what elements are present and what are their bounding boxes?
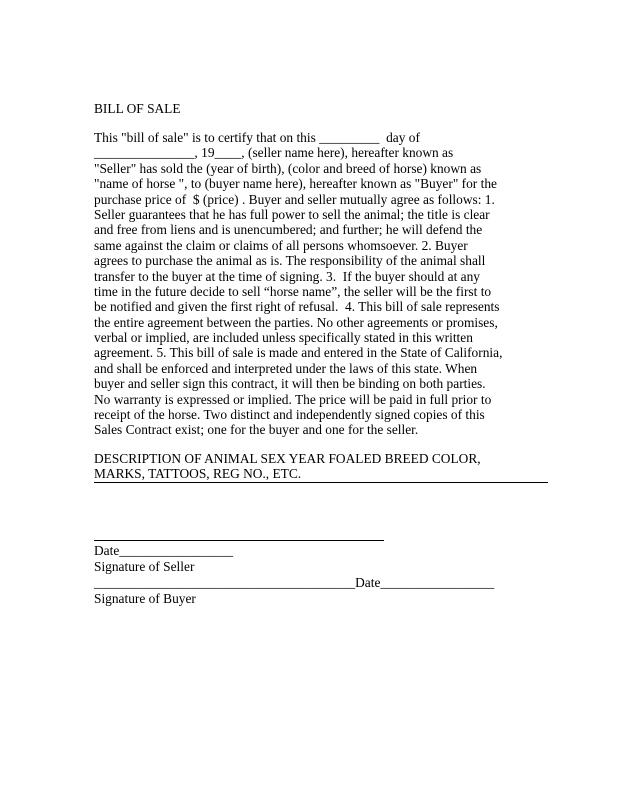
- body-line: and free from liens and is unencumbered; and further; he will defend the: [94, 222, 483, 238]
- body-line: Sales Contract exist; one for the buyer and one for the seller.: [94, 422, 419, 438]
- body-line: transfer to the buyer at the time of signing. 3. If the buyer should at any: [94, 268, 480, 284]
- body-line: _______________, 19____, (seller name here), hereafter known as: [94, 145, 454, 161]
- body-line: verbal or implied, are included unless specifically stated in this written: [94, 330, 473, 346]
- body-line: "Seller" has sold the (year of birth), (color and breed of horse) known as: [94, 160, 482, 176]
- body-line: agrees to purchase the animal as is. The responsibility of the animal shall: [94, 253, 486, 269]
- buyer-signature-label: Signature of Buyer: [94, 591, 196, 606]
- body-line: time in the future decide to sell “horse name”, the seller will be the first to: [94, 283, 492, 299]
- bill-of-sale-body: [94, 130, 564, 438]
- body-line: purchase price of $ (price) . Buyer and seller mutually agree as follows: 1.: [94, 191, 495, 207]
- body-line: agreement. 5. This bill of sale is made and entered in the State of California,: [94, 345, 503, 361]
- body-line: "name of horse ", to (buyer name here), hereafter known as "Buyer" for the: [94, 176, 497, 192]
- seller-signature-line: [94, 540, 384, 541]
- body-line: No warranty is expressed or implied. The price will be paid in full prior to: [94, 391, 492, 407]
- seller-signature-label: Signature of Seller: [94, 559, 195, 574]
- description-line: MARKS, TATTOOS, REG NO., ETC.: [94, 466, 302, 482]
- body-line: be notified and given the first right of refusal. 4. This bill of sale represents: [94, 299, 500, 315]
- animal-description-heading: [94, 451, 564, 482]
- body-line: Seller guarantees that he has full power to sell the animal; the title is clear: [94, 206, 490, 222]
- body-line: and shall be enforced and interpreted under the laws of this state. When: [94, 360, 478, 376]
- description-line: DESCRIPTION OF ANIMAL SEX YEAR FOALED BREED COLOR,: [94, 451, 481, 466]
- description-underline: [94, 482, 548, 483]
- buyer-signature-and-date-line: _______________________________________Date_________________: [94, 575, 495, 590]
- seller-date-field: Date_________________: [94, 543, 234, 558]
- document-title: BILL OF SALE: [94, 101, 181, 116]
- body-line: same against the claim or claims of all persons whomsoever. 2. Buyer: [94, 237, 468, 253]
- body-line: buyer and seller sign this contract, it will then be binding on both parties.: [94, 376, 486, 392]
- body-line: receipt of the horse. Two distinct and independently signed copies of this: [94, 407, 485, 423]
- body-line: the entire agreement between the parties. No other agreements or promises,: [94, 314, 498, 330]
- body-line: This "bill of sale" is to certify that on this _________ day of: [94, 130, 420, 145]
